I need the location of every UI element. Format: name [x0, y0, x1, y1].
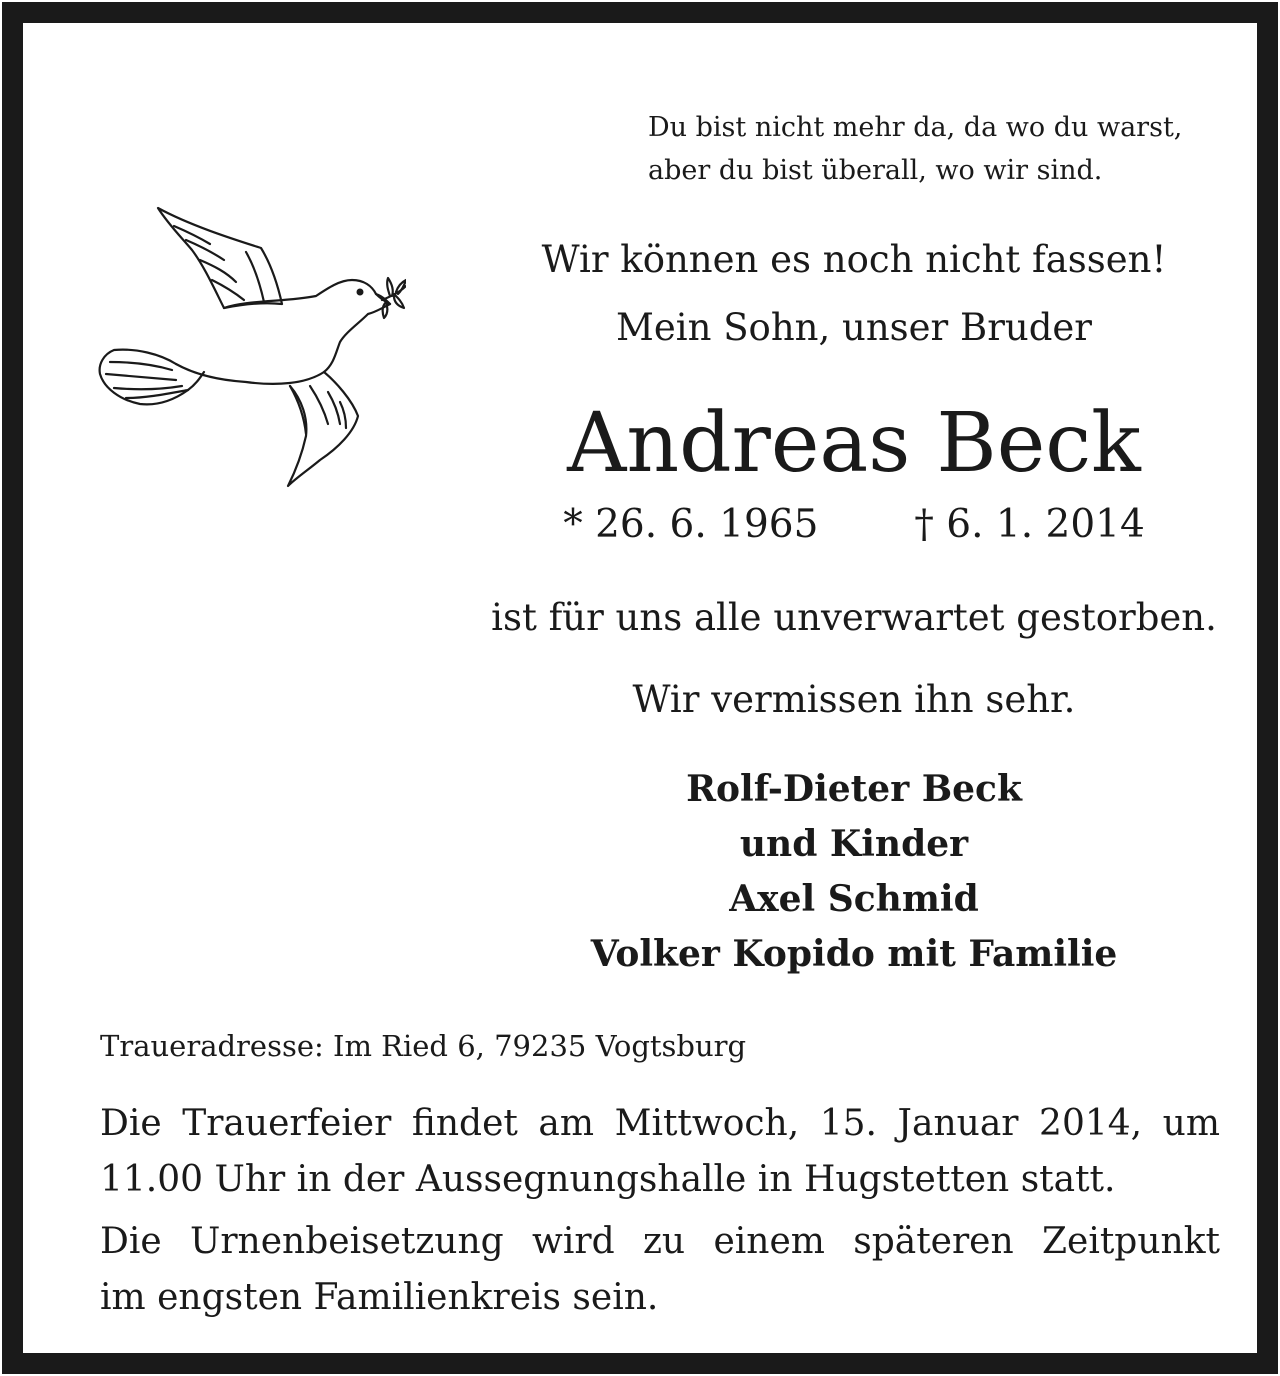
mourner-name: Axel Schmid	[729, 878, 979, 920]
ceremony-line-1: Die Trauerfeier findet am Mittwoch, 15. Januar 2014, um	[100, 1103, 1220, 1144]
burial-line-1: Die Urnenbeisetzung wird zu einem späteren Zeitpunkt	[100, 1221, 1220, 1262]
ceremony-paragraph	[100, 1096, 1220, 1208]
motto-line-1: Du bist nicht mehr da, da wo du warst,	[648, 112, 1183, 143]
mourners-list	[484, 762, 1224, 982]
mourner-name: und Kinder	[739, 823, 969, 865]
dove-icon	[96, 204, 406, 488]
death-date: † 6. 1. 2014	[914, 502, 1145, 547]
burial-paragraph	[100, 1214, 1220, 1326]
motto	[648, 106, 1182, 192]
mourning-address: Traueradresse: Im Ried 6, 79235 Vogtsburg	[100, 1029, 747, 1063]
intro-line-2: Mein Sohn, unser Bruder	[616, 306, 1092, 349]
deceased-name: Andreas Beck	[567, 396, 1141, 491]
obituary-frame	[2, 2, 1278, 1374]
ceremony-line-2: 11.00 Uhr in der Aussegnungshalle in Hugstetten statt.	[100, 1159, 1116, 1200]
intro-line-1: Wir können es noch nicht fassen!	[541, 238, 1167, 281]
motto-line-2: aber du bist überall, wo wir sind.	[648, 155, 1103, 186]
mourner-name: Rolf-Dieter Beck	[686, 768, 1022, 810]
birth-date: * 26. 6. 1965	[563, 502, 819, 547]
life-dates	[484, 499, 1224, 551]
obituary-content	[44, 44, 1236, 1332]
death-statement: ist für uns alle unverwartet gestorben.	[491, 596, 1217, 639]
miss-statement: Wir vermissen ihn sehr.	[632, 678, 1076, 721]
burial-line-2: im engsten Familienkreis sein.	[100, 1277, 659, 1318]
mourner-name: Volker Kopido mit Familie	[590, 933, 1118, 975]
